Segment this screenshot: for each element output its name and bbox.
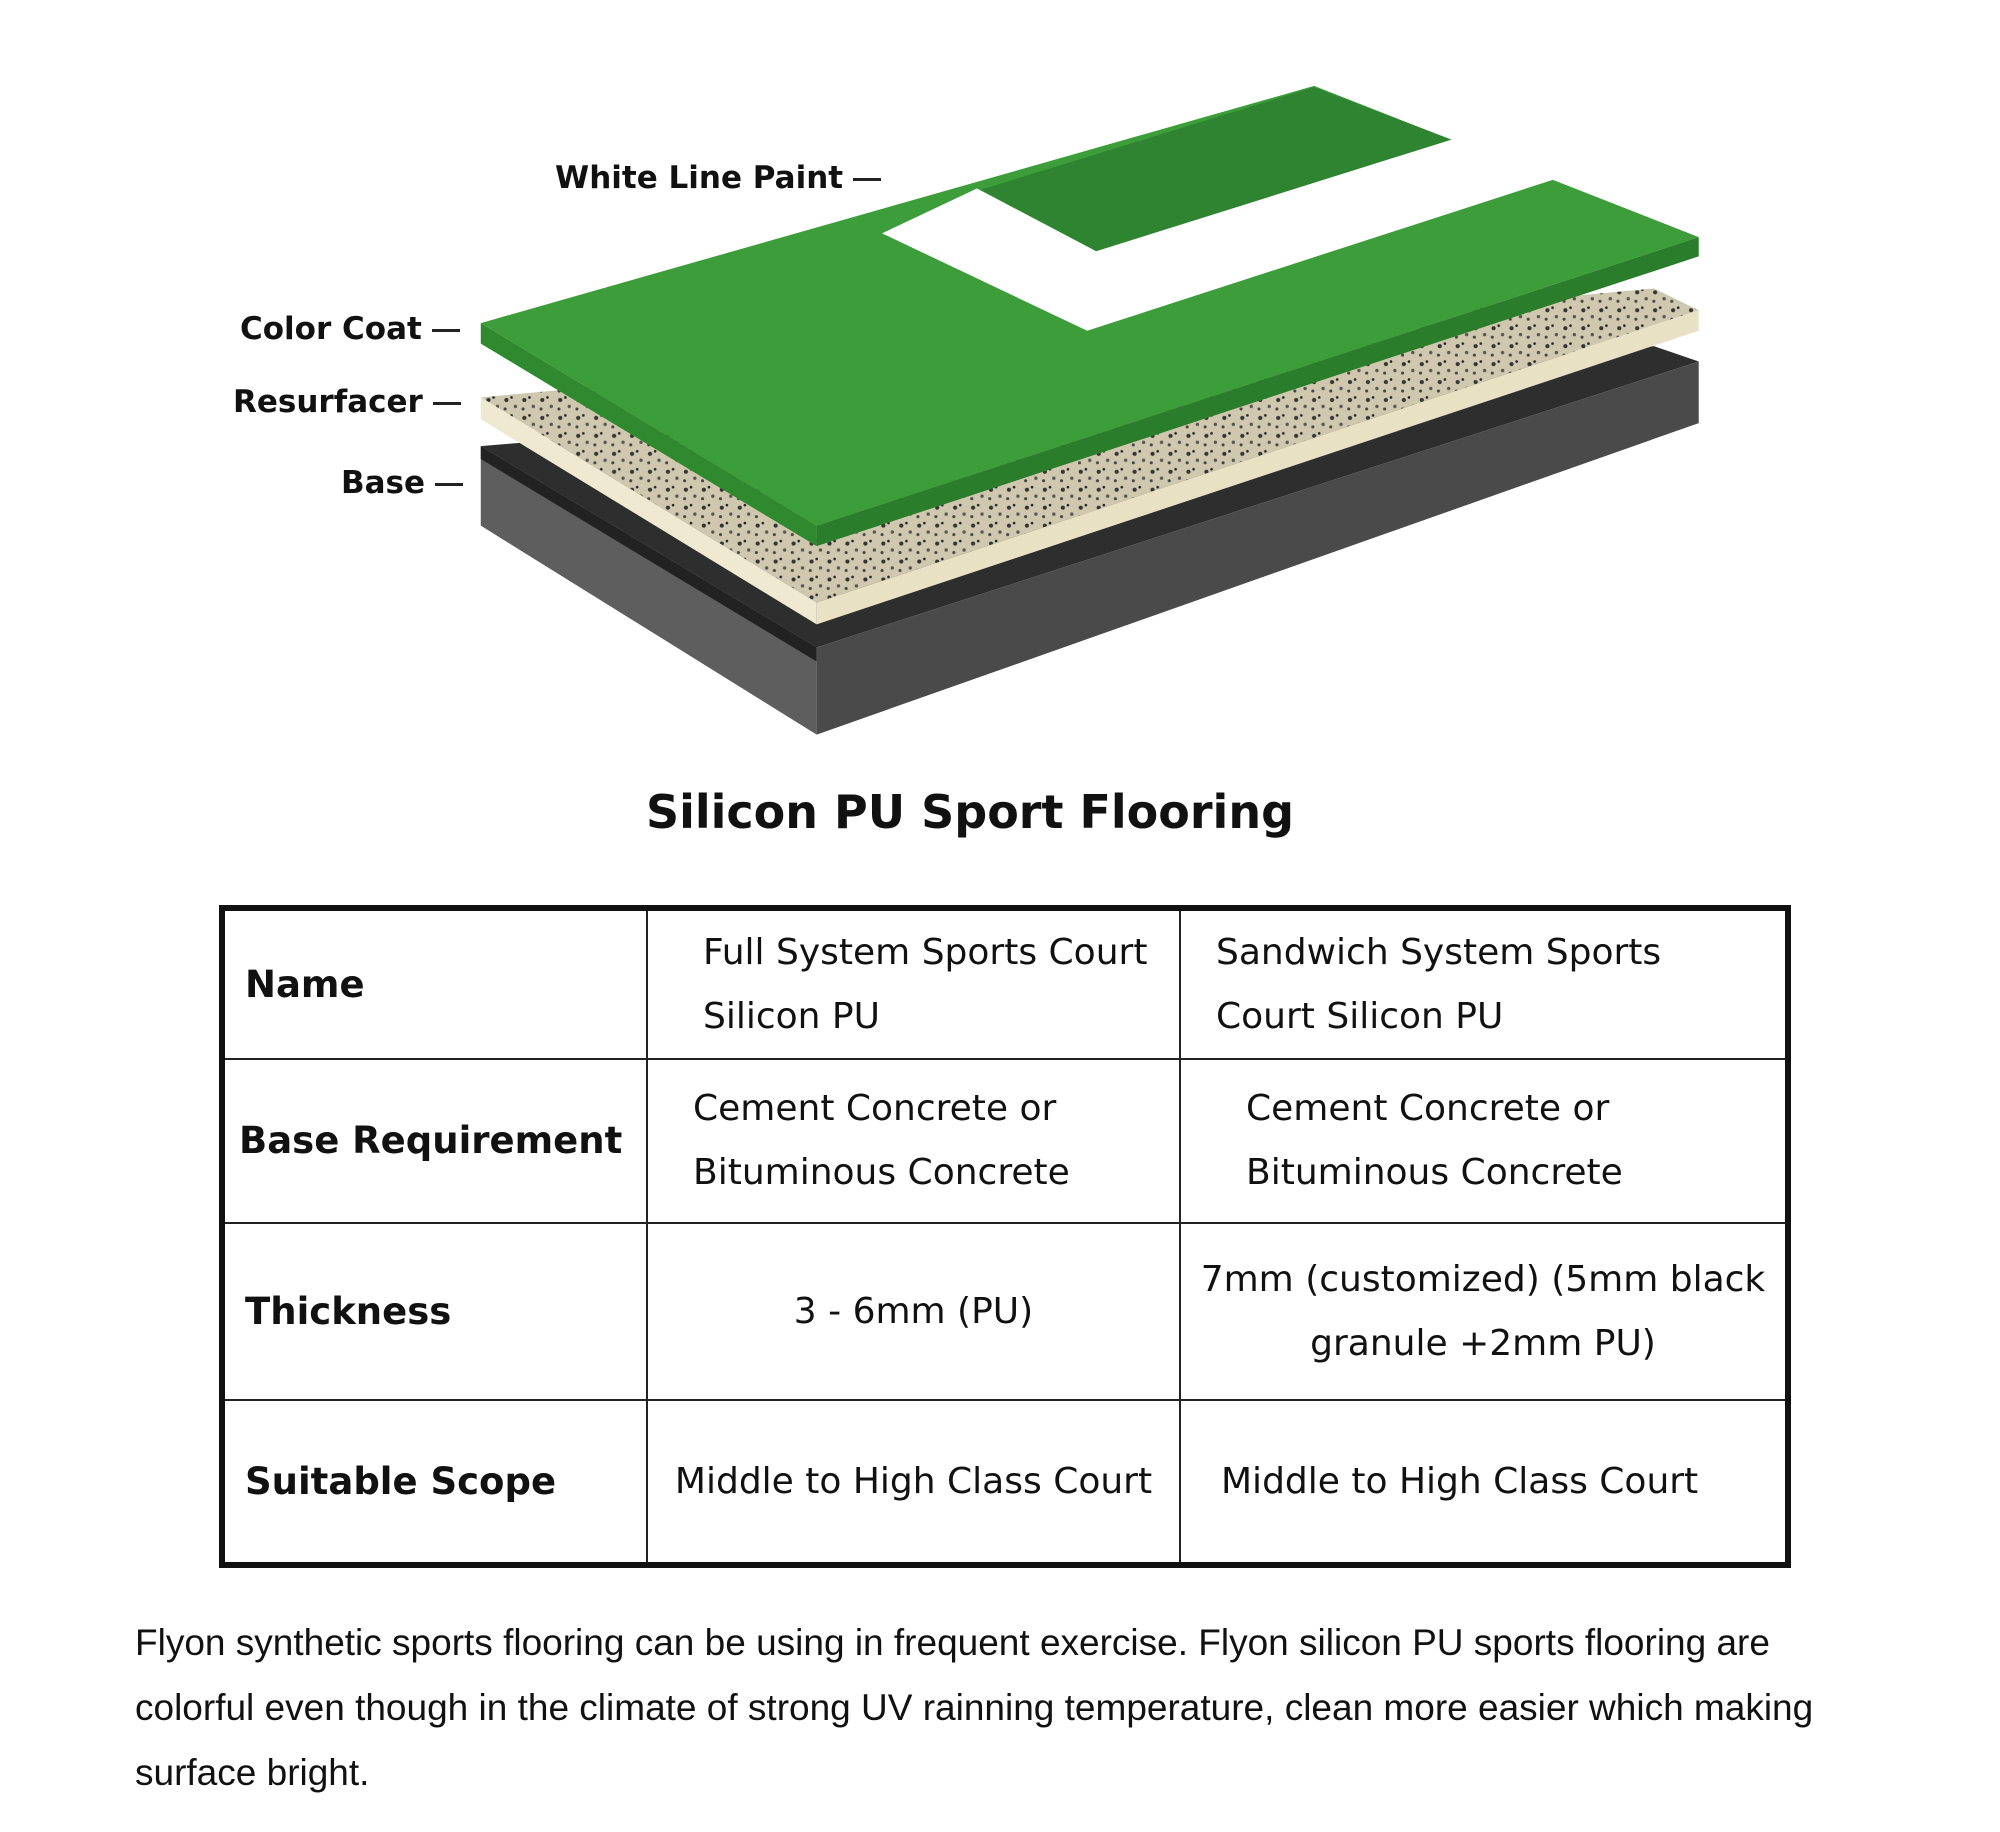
cell-sandwich-system: Sandwich System Sports Court Silicon PU (1180, 908, 1788, 1059)
row-label: Thickness (222, 1223, 647, 1400)
row-label: Name (222, 908, 647, 1059)
row-label: Suitable Scope (222, 1400, 647, 1565)
table-row (222, 1059, 1788, 1223)
cell-full-system: Cement Concrete or Bituminous Concrete (647, 1059, 1180, 1223)
label-base: Base (341, 465, 463, 501)
leader-line (853, 178, 881, 181)
table-row (222, 1400, 1788, 1565)
label-white-line-paint: White Line Paint (555, 160, 881, 196)
label-resurfacer: Resurfacer (233, 384, 461, 420)
cell-sandwich-system: Cement Concrete or Bituminous Concrete (1180, 1059, 1788, 1223)
table-row (222, 1223, 1788, 1400)
spec-table (219, 905, 1791, 1568)
cell-sandwich-system: Middle to High Class Court (1180, 1400, 1788, 1565)
leader-line (435, 483, 463, 486)
label-color-coat: Color Coat (240, 311, 460, 347)
cell-full-system: Middle to High Class Court (647, 1400, 1180, 1565)
table-row (222, 908, 1788, 1059)
page-title: Silicon PU Sport Flooring (645, 785, 1295, 839)
leader-line (432, 329, 460, 332)
cell-sandwich-system: 7mm (customized) (5mm black granule +2mm PU) (1180, 1223, 1788, 1400)
leader-line (433, 402, 461, 405)
row-label: Base Requirement (222, 1059, 647, 1223)
description-paragraph: Flyon synthetic sports flooring can be using in frequent exercise. Flyon silicon PU sports flooring are colorful even though in the climate of strong UV rainning temperature, clean more easier which making surface bright. (135, 1622, 1814, 1793)
cell-full-system: Full System Sports Court Silicon PU (647, 908, 1180, 1059)
cell-full-system: 3 - 6mm (PU) (647, 1223, 1180, 1400)
